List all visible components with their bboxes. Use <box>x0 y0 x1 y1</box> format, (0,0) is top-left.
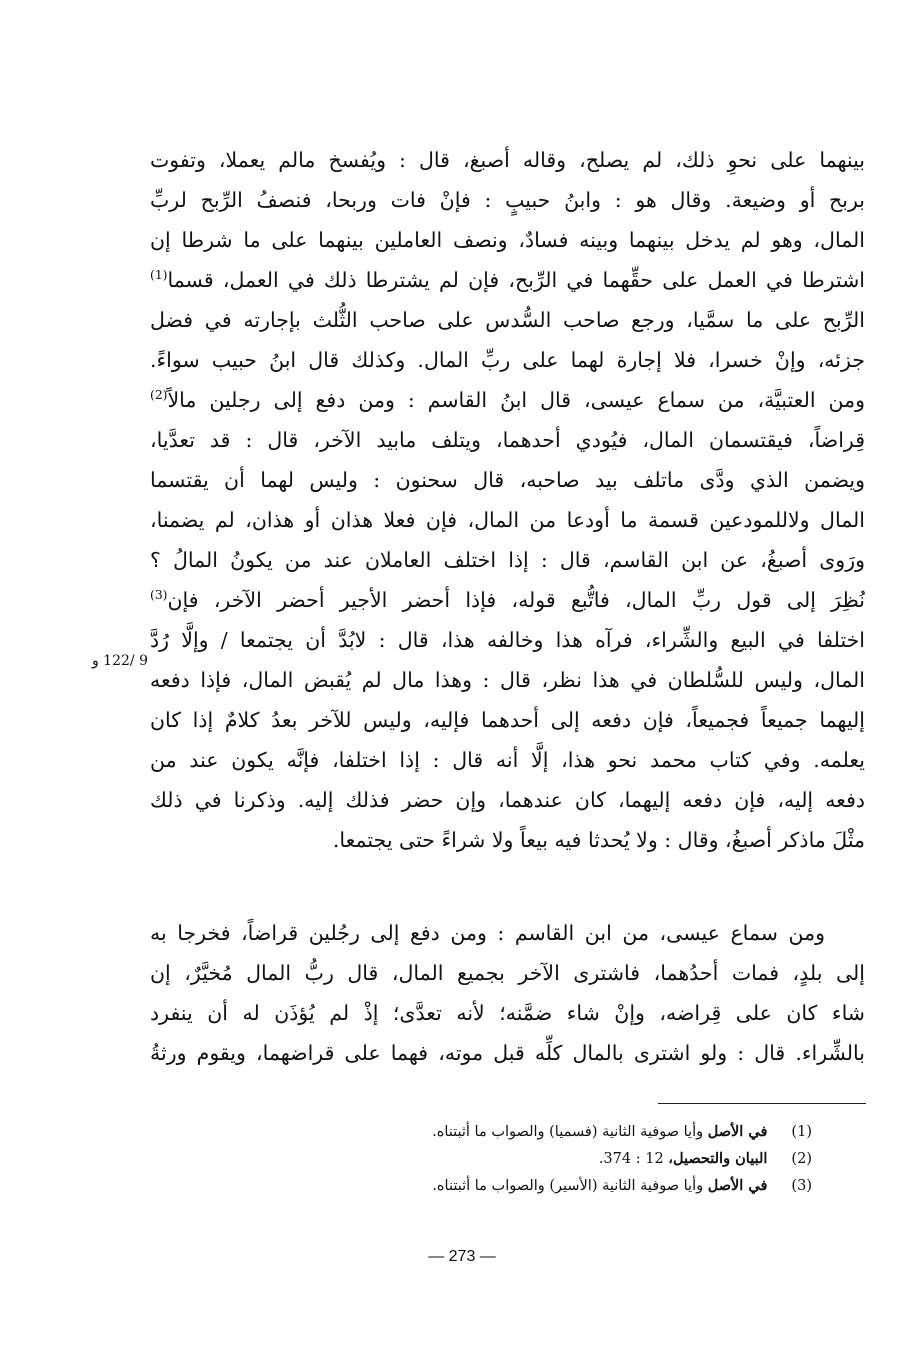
footnote-text: وأيا صوفية الثانية (الأسير) والصواب ما أثبتناه. <box>432 1178 708 1194</box>
text-line-16: يعلمه. وفي كتاب محمد نحو هذا، إلَّا أنه قال : إذا اختلفا، فإنَّه يكون عند من <box>150 748 865 772</box>
text-line-4-body: اشترطا في العمل على حقِّهما في الرِّبح، فإن لم يشترطا ذلك في العمل، قسما <box>167 268 865 292</box>
text-line-14: المال، وليس للسُّلطان في هذا نظر، قال : وهذا مال لم يُقبض المال، فإذا دفعه <box>150 668 865 692</box>
page-number: — 273 — <box>428 1248 496 1265</box>
footnote-2 <box>300 1145 812 1172</box>
footnote-number: (3) <box>791 1178 812 1194</box>
text-line-5: الرِّبح على ما سمَّيا، ورجع صاحب السُّدس على صاحب الثُّلث بإجارته في فضل <box>150 308 865 332</box>
text-line-17: دفعه إليه، فإن دفعه إليهما، كان عندهما، وإن حضر فذلك إليه. وذكرنا في ذلك <box>150 788 865 812</box>
text-line-4 <box>150 260 865 300</box>
text-line-10: المال ولاللمودعين قسمة ما أودعا من المال، فإن فعلا هذان أو هذان، لم يضمنا، <box>150 508 865 532</box>
manuscript-folio-marker: 9 /122 و <box>91 653 148 669</box>
text-line-1: بينهما على نحوِ ذلك، لم يصلح، وقاله أصبغ، قال : ويُفسخ مالم يعملا، وتفوت <box>150 148 865 172</box>
footnote-text: 12 : 374. <box>598 1151 669 1167</box>
footnote-marker-3: (3) <box>150 588 168 603</box>
footnote-source: في الأصل <box>707 1123 768 1140</box>
text-line-6: جزئه، وإنْ خسرا، فلا إجارة لهما على ربِّ المال. وكذلك قال ابنُ حبيب سواءً. <box>150 348 865 372</box>
text-line-12-body: نُظِرَ إلى قول ربِّ المال، فاتُّبع قوله، فإذا أحضر الأجير أحضر الآخر، فإن <box>167 588 865 612</box>
footnote-text: وأيا صوفية الثانية (فسميا) والصواب ما أثبتناه. <box>432 1124 708 1140</box>
footnote-number: (2) <box>791 1151 812 1167</box>
text-line-13: اختلفا في البيع والشِّراء، فرآه هذا وخالفه هذا، قال : لابُدَّ أن يجتمعا / وإلَّا رُدَّ <box>150 628 865 652</box>
text-line-22: بالشِّراء. قال : ولو اشترى بالمال كلِّه قبل موته، فهما على قراضهما، ويقوم ورثةُ <box>150 1041 865 1065</box>
text-line-7 <box>150 380 865 420</box>
footnote-1 <box>300 1118 812 1145</box>
text-line-7-body: ومن العتبيَّة، من سماع عيسى، قال ابنُ القاسم : ومن دفع إلى رجلين مالاً <box>167 388 865 412</box>
text-line-20: إلى بلدٍ، فمات أحدُهما، فاشترى الآخر بجميع المال، قال ربُّ المال مُخيَّرٌ، إن <box>150 961 865 985</box>
text-line-19: ومن سماع عيسى، من ابن القاسم : ومن دفع إلى رجُلين قراضاً، فخرجا به <box>150 921 825 945</box>
footnote-source: البيان والتحصيل، <box>668 1150 768 1167</box>
footnotes <box>300 1118 812 1199</box>
footnote-marker-2: (2) <box>150 388 168 403</box>
footnote-marker-1: (1) <box>150 268 168 283</box>
main-paragraph-2 <box>150 913 865 1073</box>
text-line-15: إليهما جميعاً فجميعاً، فإن دفعه إلى أحدهما فإليه، وليس للآخر بعدُ كلامٌ إذا كان <box>150 708 865 732</box>
text-line-11: ورَوى أصبغُ، عن ابن القاسم، قال : إذا اختلف العاملان عند من يكونُ المالُ ؟ <box>150 548 865 572</box>
footnote-separator <box>658 1103 866 1104</box>
footnote-number: (1) <box>791 1124 812 1140</box>
text-line-8: قِراضاً، فيقتسمان المال، فيُودي أحدهما، ويتلف مابيد الآخر، قال : قد تعدَّيا، <box>150 428 865 452</box>
text-line-3: المال، وهو لم يدخل بينهما وبينه فسادٌ، ونصف العاملين بينهما على ما شرطا إن <box>150 228 865 252</box>
text-line-9: ويضمن الذي ودَّى ماتلف بيد صاحبه، قال سحنون : وليس لهما أن يقتسما <box>150 468 865 492</box>
text-line-12 <box>150 580 865 620</box>
footnote-3 <box>300 1172 812 1199</box>
main-paragraph-1 <box>150 140 865 860</box>
text-line-18: مثْلَ ماذكر أصبغُ، وقال : ولا يُحدثا فيه بيعاً ولا شراءً حتى يجتمعا. <box>332 828 865 852</box>
text-line-2: بربح أو وضيعة. وقال هو : وابنُ حبيبٍ : فإنْ فات وربحا، فنصفُ الرِّبح لربِّ <box>150 188 865 212</box>
text-line-21: شاء كان على قِراضه، وإنْ شاء ضمَّنه؛ لأنه تعدَّى؛ إذْ لم يُؤذَن له أن ينفرد <box>150 1001 865 1025</box>
footnote-source: في الأصل <box>707 1177 768 1194</box>
